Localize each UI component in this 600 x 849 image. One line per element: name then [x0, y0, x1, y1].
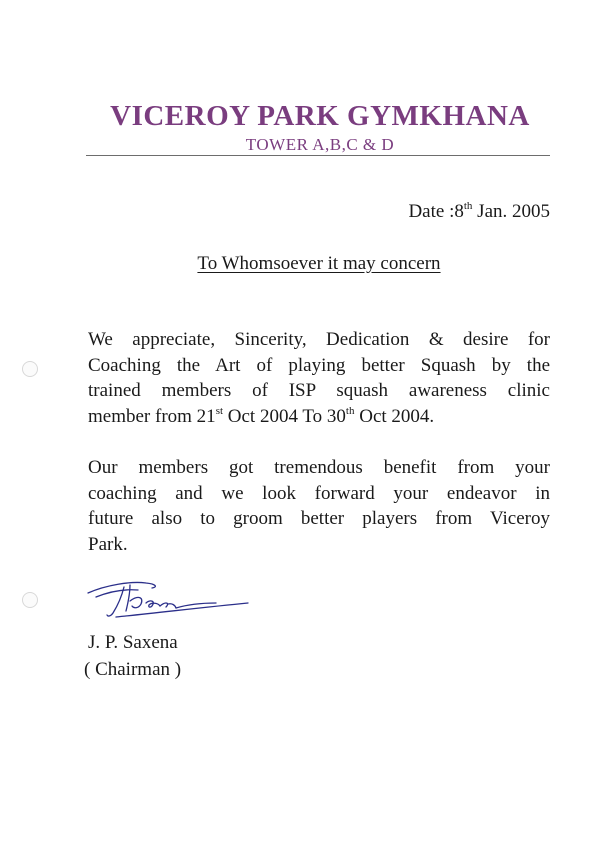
letter-date — [408, 201, 550, 223]
body-paragraph-1 — [88, 327, 550, 429]
ordinal-suffix: th — [345, 404, 355, 417]
line-text: member from 21 — [88, 405, 216, 427]
line-text: Oct 2004 To 30 — [223, 405, 346, 427]
punch-hole-mark — [22, 592, 38, 608]
paragraph-line: Our members got tremendous benefit from your — [88, 457, 550, 478]
date-rest: Jan. 2005 — [472, 201, 550, 222]
paragraph-line: We appreciate, Sincerity, Dedication & desire for — [88, 329, 550, 350]
organization-name: VICEROY PARK GYMKHANA — [110, 100, 530, 132]
header-divider — [86, 155, 550, 156]
paragraph-line — [88, 404, 550, 430]
paragraph-line: coaching and we look forward your endeavor in — [88, 482, 550, 504]
date-prefix: Date :8 — [408, 201, 464, 222]
paragraph-line: Coaching the Art of playing better Squash by the — [88, 354, 550, 376]
signer-name: J. P. Saxena — [88, 632, 178, 653]
date-suffix: th — [463, 200, 473, 212]
letter-subject: To Whomsoever it may concern — [197, 253, 441, 274]
organization-address: TOWER A,B,C & D — [245, 135, 395, 154]
handwritten-signature — [86, 573, 251, 625]
punch-hole-mark — [22, 361, 38, 377]
ordinal-suffix: st — [215, 404, 224, 417]
paragraph-line: Park. — [88, 533, 128, 555]
paragraph-line: trained members of ISP squash awareness clinic — [88, 380, 550, 401]
signer-title: ( Chairman ) — [84, 659, 182, 680]
body-paragraph-2 — [88, 455, 550, 557]
paragraph-line: future also to groom better players from Viceroy — [88, 508, 550, 529]
line-text: Oct 2004. — [354, 405, 435, 427]
